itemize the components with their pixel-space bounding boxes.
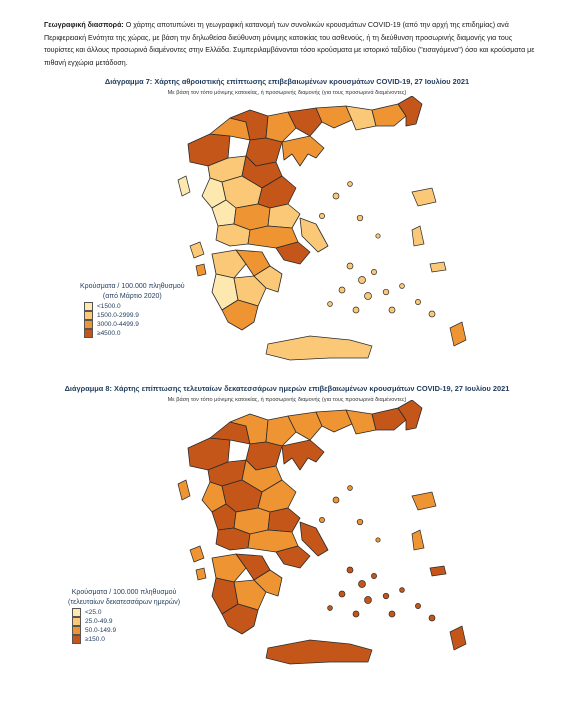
- figure8-title: Διάγραμμα 8: Χάρτης επίπτωσης τελευταίων δεκατεσσάρων ημερών επιβεβαιωμένων κρουσμάτων COVID-19, 27 Ιουλίου 2021: [64, 384, 510, 393]
- map8-region-m8: [268, 508, 300, 532]
- legend-swatch: [84, 311, 93, 320]
- figure7-subtitle: Με βάση τον τόπο μόνιμης κατοικίας, ή προσωρινής διαμονής (για τους προσωρινά διαμένοντες): [167, 90, 407, 96]
- figure8-legend-item: 50.0-149.9: [72, 626, 180, 635]
- map7-chalkidiki: [282, 136, 324, 166]
- legend-swatch: [72, 626, 81, 635]
- map8-island-chios: [412, 530, 424, 550]
- figure8-map: [150, 400, 490, 680]
- figure7-legend-subtitle: (από Μάρτιο 2020): [102, 293, 162, 300]
- map8-island-samos: [430, 566, 446, 576]
- figure7-title: Διάγραμμα 7: Χάρτης αθροιστικής επίπτωσης επιβεβαιωμένων κρουσμάτων COVID-19, 27 Ιουλίου 2021: [104, 77, 470, 86]
- map7-region-e1: [288, 108, 322, 136]
- map8-island-zakynthos: [196, 568, 206, 580]
- intro-lead: Γεωγραφική διασπορά:: [44, 21, 124, 29]
- legend-swatch: [72, 635, 81, 644]
- legend-swatch: [84, 320, 93, 329]
- map7-island-rhodes: [450, 322, 466, 346]
- legend-swatch: [84, 302, 93, 311]
- map7-region-m8: [268, 204, 300, 228]
- map7-region-e2: [316, 106, 352, 128]
- figure7-legend-title: Κρούσματα / 100.000 πληθυσμού: [80, 283, 185, 290]
- map8-island-rhodes: [450, 626, 466, 650]
- figure8-legend-item: <25.0: [72, 608, 180, 617]
- map8-island-kefalonia: [190, 546, 204, 562]
- intro-paragraph: [44, 19, 544, 69]
- figure7-map: [150, 96, 490, 376]
- figure8-legend-item: 25.0-49.9: [72, 617, 180, 626]
- legend-swatch: [72, 617, 81, 626]
- legend-swatch: [72, 608, 81, 617]
- map7-island-kefalonia: [190, 242, 204, 258]
- map8-island-crete: [266, 640, 372, 664]
- figure8-legend: [68, 588, 180, 644]
- figure7-legend-item: <1500.0: [84, 302, 185, 311]
- intro-text-1: Ο χάρτης αποτυπώνει τη γεωγραφική κατανομή των συνολικών κρουσμάτων COVID-19 (από την αρχή της επιδημίας) ανά Περιφερειακή Ενότητα της χώρας, με βάση την δηλωθείσα διεύθυνση μόνιμης κατοικίας του ασθενούς, ή τη διεύθυνση προσωρινής διαμονής για τους τουρίστες και άλλους προσωρινά διαμένοντες στην Ελλάδα.: [44, 21, 513, 54]
- figure7-legend-item: 3000.0-4499.9: [84, 320, 185, 329]
- figure8-legend-subtitle: (τελευταίων δεκατεσσάρων ημερών): [68, 599, 181, 606]
- map8-chalkidiki: [282, 440, 324, 470]
- map7-island-chios: [412, 226, 424, 246]
- map7-island-samos: [430, 262, 446, 272]
- map7-island-lesvos: [412, 188, 436, 206]
- figure7-legend-item: 1500.0-2999.9: [84, 311, 185, 320]
- legend-swatch: [84, 329, 93, 338]
- figure7-legend: [80, 282, 185, 338]
- map7-island-crete: [266, 336, 372, 360]
- figure8-legend-item: ≥150.0: [72, 635, 180, 644]
- figure7-legend-item: ≥4500.0: [84, 329, 185, 338]
- map8-region-e1: [288, 412, 322, 440]
- figure8-legend-title: Κρούσματα / 100.000 πληθυσμού: [71, 589, 177, 596]
- intro-text-2: Συμπεριλαμβάνονται τόσο κρούσματα με ιστορικό ταξιδίου ("εισαγόμενα") όσο και κρούσματα με πιθανή εγχώρια μετάδοση.: [44, 46, 535, 67]
- map8-island-lesvos: [412, 492, 436, 510]
- map8-island-corfu: [178, 480, 190, 500]
- figure8-subtitle: Με βάση τον τόπο μόνιμης κατοικίας, ή προσωρινής διαμονής (για τους προσωρινά διαμένοντες): [167, 397, 407, 403]
- map8-region-e2: [316, 410, 352, 432]
- map7-island-corfu: [178, 176, 190, 196]
- map7-island-zakynthos: [196, 264, 206, 276]
